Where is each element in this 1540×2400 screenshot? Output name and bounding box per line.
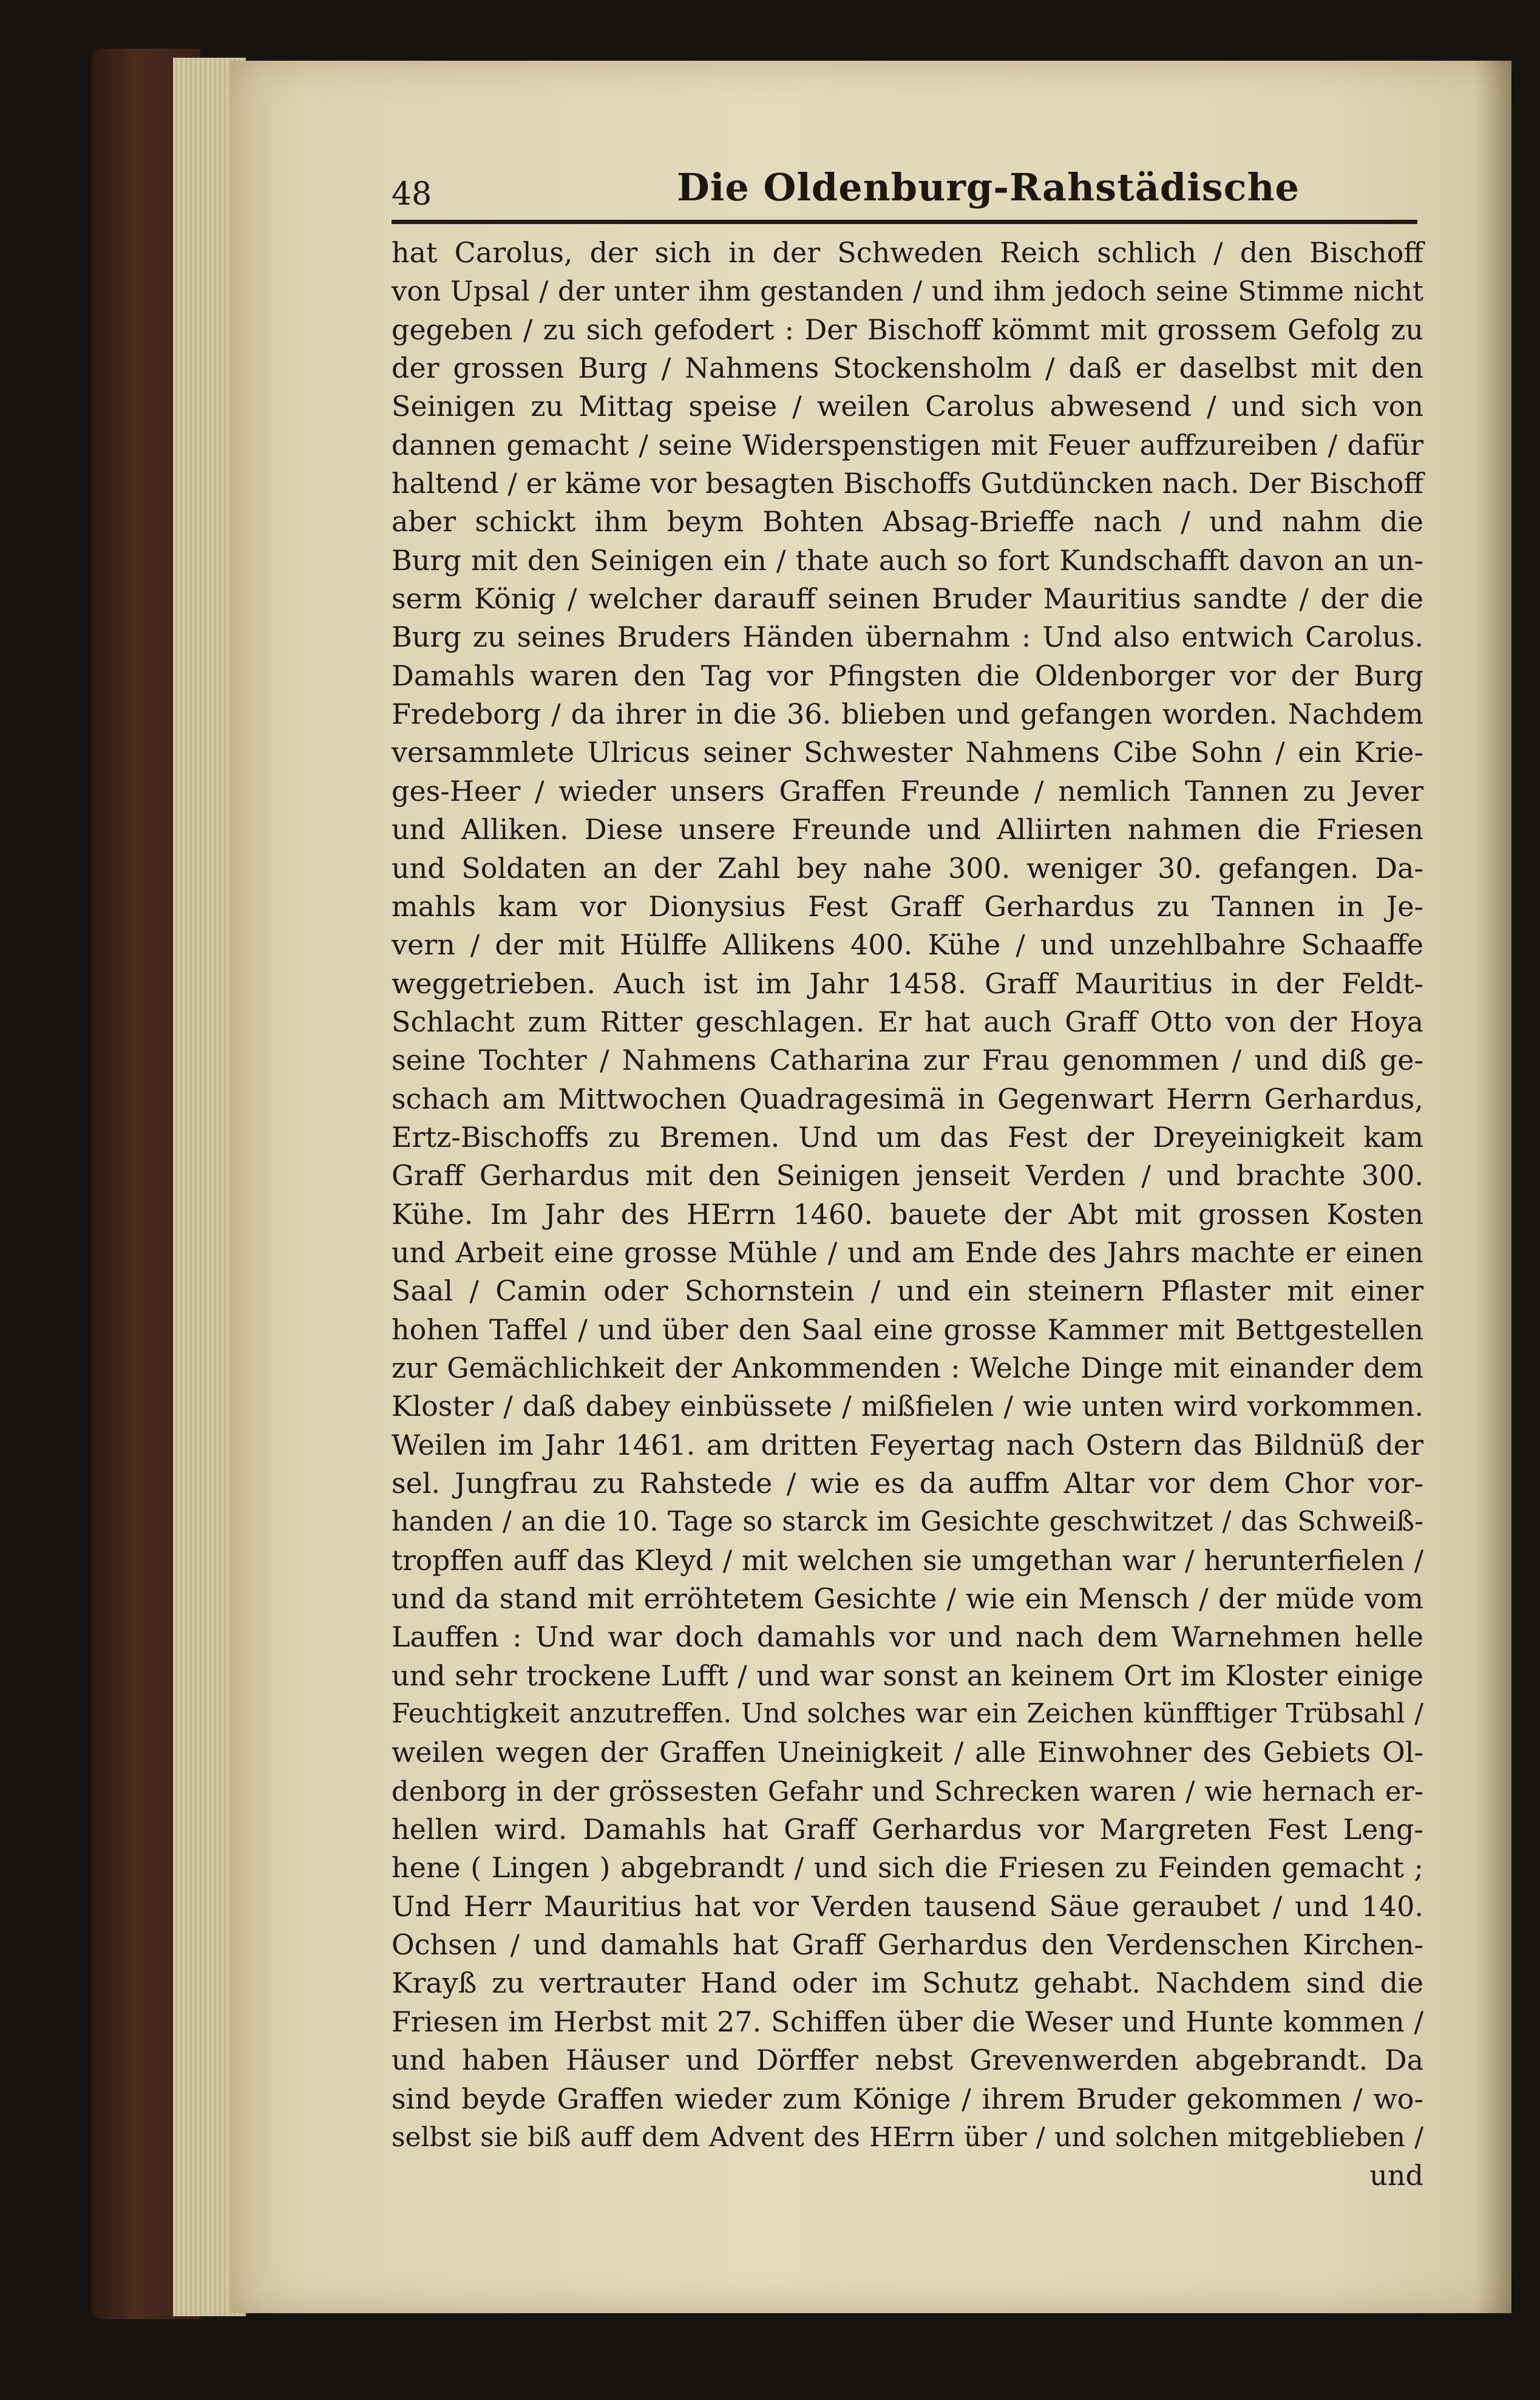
text-line: selbst sie biß auff dem Advent des HErrn über / und solchen mitgeblieben /	[392, 2121, 1423, 2153]
text-line: tropffen auff das Kleyd / mit welchen sie umgethan war / herunterfielen /	[392, 1544, 1423, 1577]
text-line: dannen gemacht / seine Widerspenstigen mit Feuer auffzureiben / dafür	[392, 428, 1423, 461]
text-line: serm König / welcher darauff seinen Bruder Mauritius sandte / der die	[392, 582, 1423, 616]
text-line: ges-Heer / wieder unsers Graffen Freunde / nemlich Tannen zu Jever	[392, 774, 1423, 807]
text-line: und haben Häuser und Dörffer nebst Grevenwerden abgebrandt. Da	[392, 2044, 1423, 2077]
text-line: Feuchtigkeit anzutreffen. Und solches war ein Zeichen künfftiger Trübsahl /	[392, 1699, 1423, 1730]
gutter-shadow	[1475, 61, 1511, 2313]
text-line: Burg zu seines Bruders Händen übernahm : Und also entwich Carolus.	[392, 620, 1423, 654]
page-header	[392, 158, 1417, 225]
text-line: von Upsal / der unter ihm gestanden / und ihm jedoch seine Stimme nicht	[392, 275, 1423, 308]
text-line: Lauffen : Und war doch damahls vor und nach dem Warnehmen helle	[392, 1620, 1423, 1654]
text-line: Schlacht zum Ritter geschlagen. Er hat auch Graff Otto von der Hoya	[392, 1005, 1423, 1038]
text-line: hat Carolus, der sich in der Schweden Reich schlich / den Bischoff	[392, 236, 1423, 269]
text-line: Fredeborg / da ihrer in die 36. blieben und gefangen worden. Nachdem	[392, 698, 1423, 731]
text-line: und	[1369, 2159, 1423, 2192]
text-line: handen / an die 10. Tage so starck im Gesichte geschwitzet / das Schweiß-	[392, 1506, 1423, 1538]
text-line: hene ( Lingen ) abgebrandt / und sich die Friesen zu Feinden gemacht ;	[392, 1851, 1423, 1885]
text-line: denborg in der grössesten Gefahr und Schrecken waren / wie hernach er-	[392, 1775, 1423, 1807]
text-line: mahls kam vor Dionysius Fest Graff Gerhardus zu Tannen in Je-	[392, 889, 1423, 923]
text-line: Graff Gerhardus mit den Seinigen jenseit Verden / und brachte 300.	[392, 1159, 1423, 1192]
text-line: Krayß zu vertrauter Hand oder im Schutz gehabt. Nachdem sind die	[392, 1967, 1423, 2000]
page-sheet	[231, 61, 1511, 2313]
text-line: sind beyde Graffen wieder zum Könige / ihrem Bruder gekommen / wo-	[392, 2082, 1423, 2115]
text-line: Ertz-Bischoffs zu Bremen. Und um das Fest der Dreyeinigkeit kam	[392, 1120, 1423, 1154]
text-line: versammlete Ulricus seiner Schwester Nahmens Cibe Sohn / ein Krie-	[392, 736, 1423, 769]
text-line: zur Gemächlichkeit der Ankommenden : Welche Dinge mit einander dem	[392, 1351, 1423, 1384]
text-line: und Alliken. Diese unsere Freunde und Alliirten nahmen die Friesen	[392, 813, 1423, 846]
text-line: und da stand mit erröhtetem Gesichte / wie ein Mensch / der müde vom	[392, 1582, 1423, 1616]
text-line: Und Herr Mauritius hat vor Verden tausend Säue geraubet / und 140.	[392, 1889, 1423, 1923]
text-line: Damahls waren den Tag vor Pfingsten die Oldenborger vor der Burg	[392, 659, 1423, 692]
text-line: seine Tochter / Nahmens Catharina zur Frau genommen / und diß ge-	[392, 1044, 1423, 1077]
text-line: der grossen Burg / Nahmens Stockensholm / daß er daselbst mit den	[392, 352, 1423, 385]
text-line: haltend / er käme vor besagten Bischoffs Gutdüncken nach. Der Bischoff	[392, 467, 1423, 500]
body-text	[392, 234, 1423, 2195]
text-line: und Arbeit eine grosse Mühle / und am Ende des Jahrs machte er einen	[392, 1236, 1423, 1269]
text-line: Seinigen zu Mittag speise / weilen Carolus abwesend / und sich von	[392, 390, 1423, 423]
header-rule	[392, 220, 1417, 224]
text-line: Kühe. Im Jahr des HErrn 1460. bauete der Abt mit grossen Kosten	[392, 1197, 1423, 1231]
text-line: Ochsen / und damahls hat Graff Gerhardus den Verdenschen Kirchen-	[392, 1928, 1423, 1962]
text-line: aber schickt ihm beym Bohten Absag-Brieffe nach / und nahm die	[392, 505, 1423, 539]
text-line: Saal / Camin oder Schornstein / und ein steinern Pflaster mit einer	[392, 1274, 1423, 1308]
text-line: Kloster / daß dabey einbüssete / mißfielen / wie unten wird vorkommen.	[392, 1390, 1423, 1423]
text-line: vern / der mit Hülffe Allikens 400. Kühe / und unzehlbahre Schaaffe	[392, 928, 1423, 962]
text-line: hellen wird. Damahls hat Graff Gerhardus vor Margreten Fest Leng-	[392, 1813, 1423, 1846]
running-head: Die Oldenburg-Rahstädische	[677, 165, 1300, 209]
text-line: weilen wegen der Graffen Uneinigkeit / alle Einwohner des Gebiets Ol-	[392, 1736, 1423, 1769]
text-line: gegeben / zu sich gefodert : Der Bischoff kömmt mit grossem Gefolg zu	[392, 313, 1423, 346]
text-line: Friesen im Herbst mit 27. Schiffen über die Weser und Hunte kommen /	[392, 2005, 1423, 2038]
text-line: Weilen im Jahr 1461. am dritten Feyertag nach Ostern das Bildnüß der	[392, 1428, 1423, 1461]
text-line: weggetrieben. Auch ist im Jahr 1458. Graff Mauritius in der Feldt-	[392, 967, 1423, 1000]
text-line: schach am Mittwochen Quadragesimä in Gegenwart Herrn Gerhardus,	[392, 1082, 1423, 1115]
text-line: Burg mit den Seinigen ein / thate auch so fort Kundschafft davon an un-	[392, 543, 1423, 577]
text-line: hohen Taffel / und über den Saal eine grosse Kammer mit Bettgestellen	[392, 1313, 1423, 1346]
page-number: 48	[392, 176, 432, 212]
text-line: und sehr trockene Lufft / und war sonst an keinem Ort im Kloster einige	[392, 1659, 1423, 1692]
text-line: sel. Jungfrau zu Rahstede / wie es da auffm Altar vor dem Chor vor-	[392, 1467, 1423, 1500]
text-line: und Soldaten an der Zahl bey nahe 300. weniger 30. gefangen. Da-	[392, 851, 1423, 885]
